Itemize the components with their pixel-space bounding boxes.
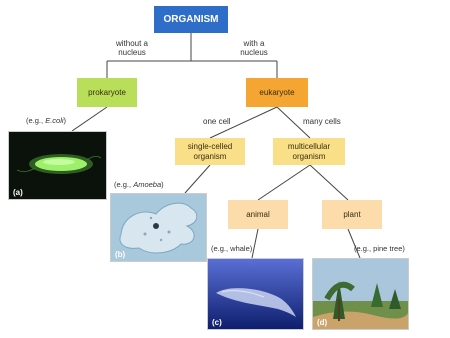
animal-label: animal: [246, 209, 270, 219]
organism-node: [154, 6, 228, 33]
edge-label-without-nucleus: without a nucleus: [115, 39, 149, 57]
edge-label-many-cells: many cells: [303, 117, 341, 126]
pine-tree-photo: [312, 258, 409, 330]
single-celled-label: single-celled organism: [187, 142, 233, 161]
organism-label: ORGANISM: [163, 13, 219, 25]
whale-image: [208, 259, 303, 329]
photo-label-c: (c): [212, 318, 222, 327]
multicellular-label: multicellular organism: [287, 142, 331, 161]
ecoli-image: [9, 132, 106, 199]
prokaryote-node: [77, 78, 137, 107]
plant-node: [322, 200, 382, 229]
amoeba-example-label: (e.g., Amoeba): [114, 180, 164, 189]
eukaryote-node: [246, 78, 308, 107]
pine-tree-image: [313, 259, 408, 329]
photo-label-d: (d): [317, 318, 328, 327]
ecoli-example-label: (e.g., E.coli): [26, 116, 67, 125]
edge-label-one-cell: one cell: [203, 117, 231, 126]
photo-label-a: (a): [13, 188, 23, 197]
amoeba-image: [111, 194, 206, 261]
eukaryote-label: eukaryote: [259, 87, 295, 97]
whale-example-label: (e.g., whale): [211, 244, 253, 253]
photo-label-b: (b): [115, 250, 126, 259]
plant-label: plant: [343, 209, 361, 219]
multicellular-node: [273, 138, 345, 165]
single-celled-node: [175, 138, 245, 165]
amoeba-photo: [110, 193, 207, 262]
animal-node: [228, 200, 288, 229]
pine-example-label: (e.g., pine tree): [354, 244, 405, 253]
prokaryote-label: prokaryote: [88, 87, 126, 97]
whale-photo: [207, 258, 304, 330]
edge-label-with-nucleus: with a nucleus: [240, 39, 268, 57]
ecoli-photo: [8, 131, 107, 200]
